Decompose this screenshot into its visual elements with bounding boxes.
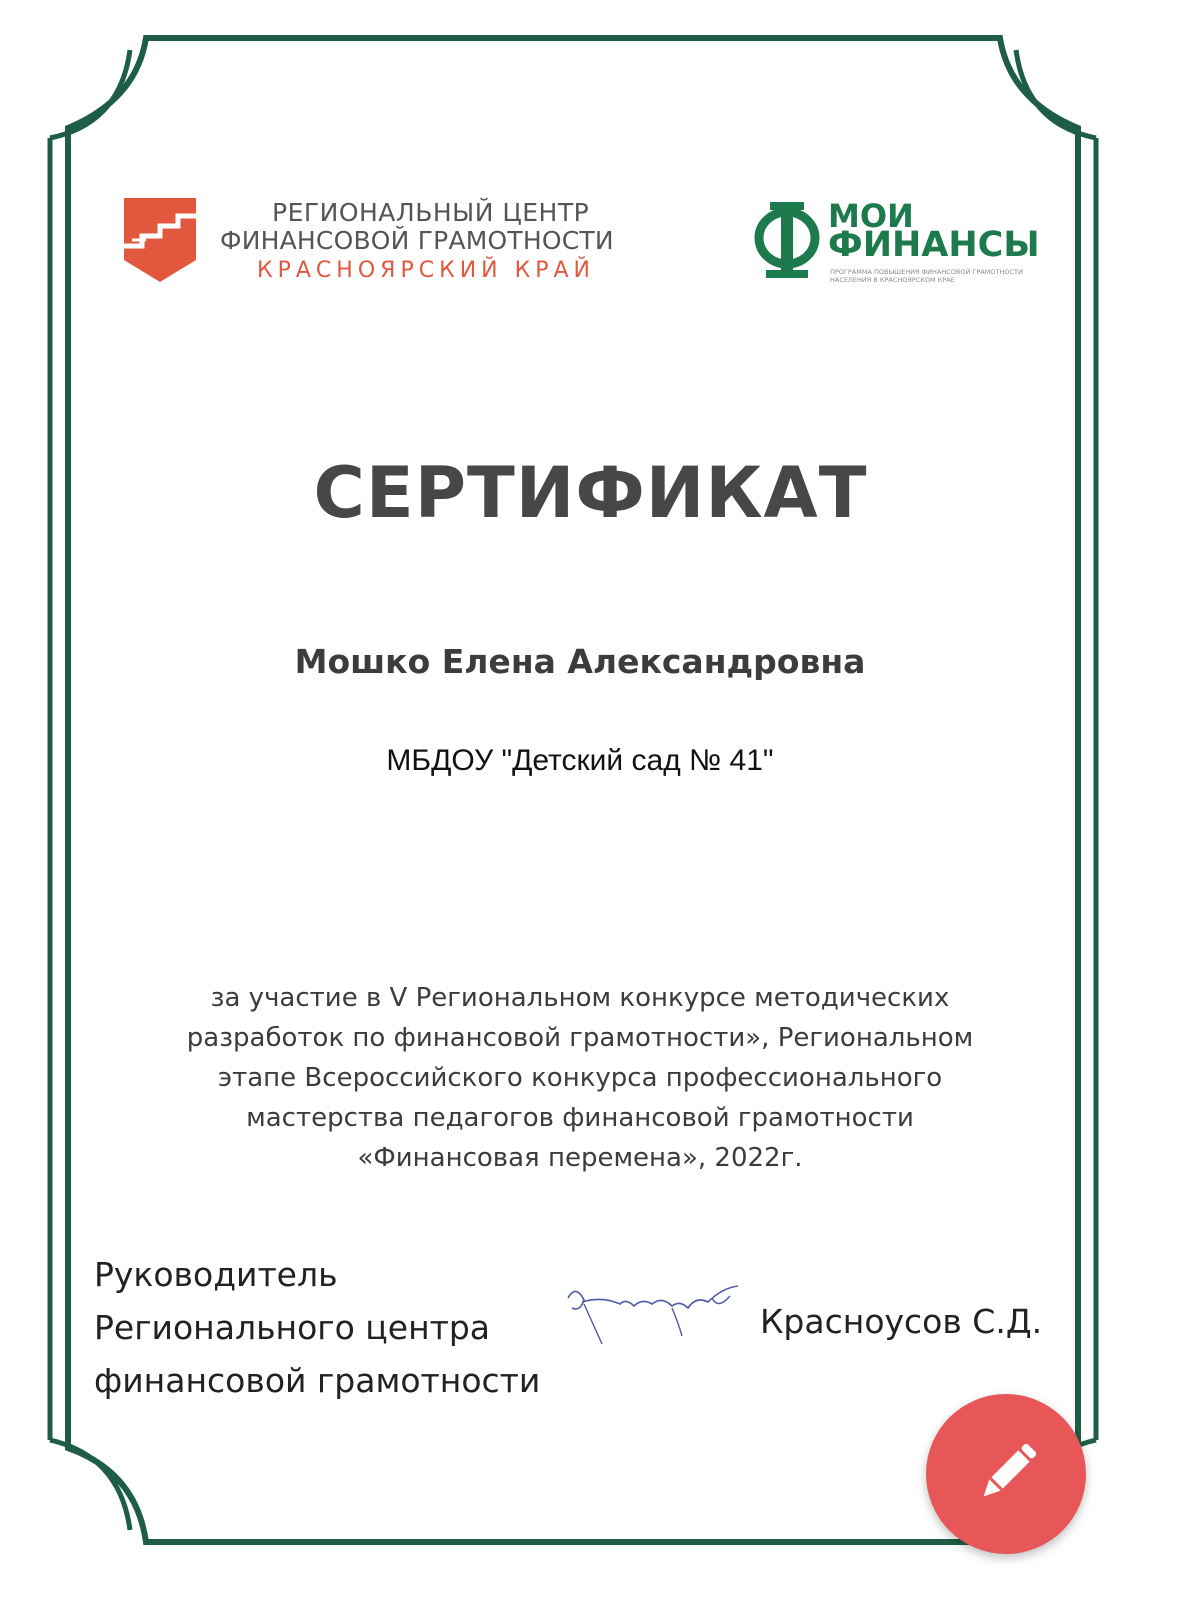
- regional-center-logo: [122, 196, 652, 292]
- recipient-name: Мошко Елена Александровна: [294, 642, 866, 681]
- signatory-title-line: финансовой грамотности: [94, 1361, 541, 1400]
- signatory-title-line: Регионального центра: [94, 1308, 491, 1347]
- description-line: этапе Всероссийского конкурса профессионального: [217, 1063, 943, 1093]
- pencil-icon: [974, 1440, 1040, 1506]
- institution-name: МБДОУ "Детский сад № 41": [386, 744, 774, 777]
- certificate-title: СЕРТИФИКАТ: [313, 452, 868, 534]
- my-finances-tagline: [830, 268, 1040, 284]
- my-finances-logo: [752, 196, 1042, 292]
- description-line: мастерства педагогов финансовой грамотности: [246, 1103, 914, 1133]
- shield-stairs-icon: [122, 196, 198, 284]
- certificate-description: [140, 978, 1020, 1178]
- phi-letter-icon: [752, 200, 822, 286]
- regional-center-line2: ФИНАНСОВОЙ ГРАМОТНОСТИ: [220, 226, 614, 255]
- signatory-title: [94, 1248, 540, 1407]
- my-finances-title-2: ФИНАНСЫ: [828, 225, 1040, 265]
- my-finances-tagline-2: НАСЕЛЕНИЯ В КРАСНОЯРСКОМ КРАЕ: [830, 276, 955, 284]
- signatory-title-line: Руководитель: [94, 1255, 338, 1294]
- handwritten-signature: [562, 1278, 742, 1350]
- my-finances-tagline-1: ПРОГРАММА ПОВЫШЕНИЯ ФИНАНСОВОЙ ГРАМОТНОСТИ: [830, 268, 1023, 276]
- description-line: разработок по финансовой грамотности», Региональном: [186, 1023, 974, 1053]
- description-line: за участие в V Региональном конкурсе методических: [210, 983, 950, 1013]
- regional-center-line1: РЕГИОНАЛЬНЫЙ ЦЕНТР: [272, 198, 590, 227]
- regional-center-line3: КРАСНОЯРСКИЙ КРАЙ: [257, 258, 595, 283]
- description-line: «Финансовая перемена», 2022г.: [357, 1143, 803, 1173]
- edit-button[interactable]: [926, 1394, 1086, 1554]
- signer-name: Красноусов С.Д.: [760, 1302, 1043, 1341]
- my-finances-title-1: МОИ: [828, 197, 914, 235]
